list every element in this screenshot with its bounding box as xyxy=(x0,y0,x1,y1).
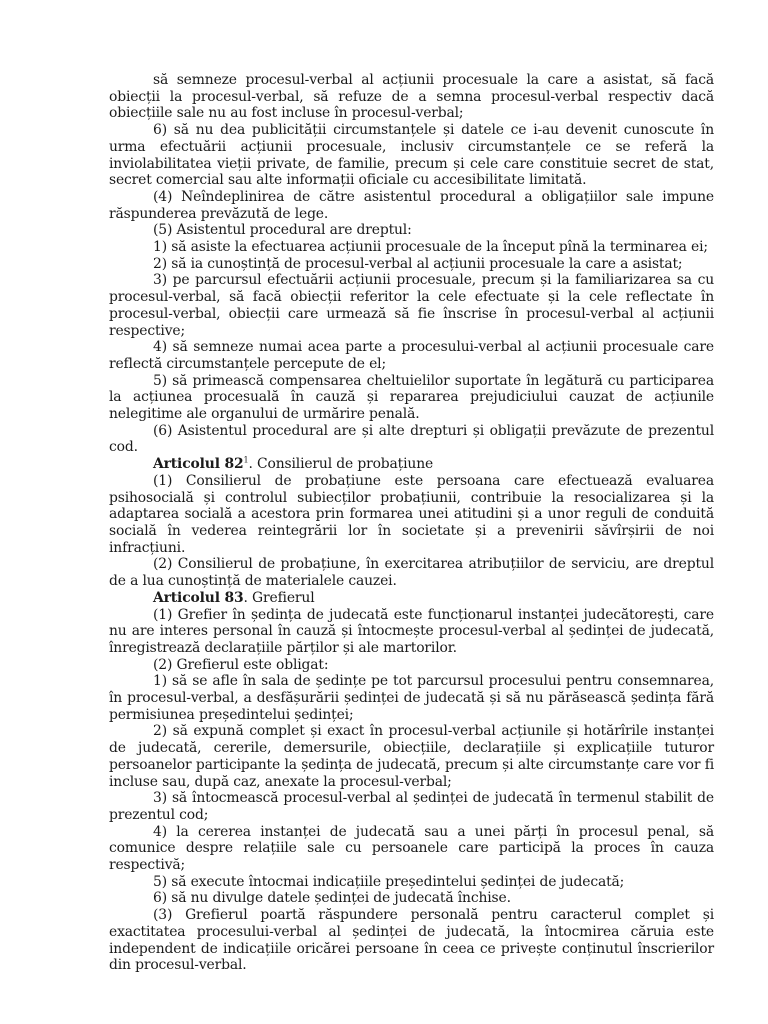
paragraph: să semneze procesul-verbal al acțiunii procesuale la care a asistat, să facă obiecții la procesul-verbal, să refuze de a semna procesul-verbal respectiv dacă obiecțiile sale nu au fost incluse în procesul-verbal; xyxy=(109,72,714,122)
paragraph: (2) Grefierul este obligat: xyxy=(153,656,329,673)
paragraph: 6) să nu divulge datele ședinței de judecată închise. xyxy=(153,890,511,907)
article-title: Articolul 82 xyxy=(153,456,244,473)
document-page xyxy=(109,72,714,974)
article-heading xyxy=(109,456,714,473)
paragraph: (2) Consilierul de probațiune, în exercitarea atribuțiilor de serviciu, are dreptul de a lua cunoștință de materialele cauzei. xyxy=(109,556,714,590)
paragraph: 4) să semneze numai acea parte a procesului-verbal al acțiunii procesuale care reflectă circumstanțele percepute de el; xyxy=(109,339,714,372)
paragraph: (1) Consilierul de probațiune este persoana care efectuează evaluarea psihosocială și controlul subiecților probațiunii, contribuie la resocializarea și la adaptarea socială a acestora prin formarea unei atitudini și a unor reguli de conduită socială în vederea reintegrării lor în societate și a prevenirii săvîrșirii de noi infracțiuni. xyxy=(109,472,714,556)
paragraph: 5) să execute întocmai indicațiile președintelui ședinței de judecată; xyxy=(153,873,625,890)
paragraph: 6) să nu dea publicității circumstanțele și datele ce i-au devenit cunoscute în urma efectuării acțiunii procesuale, inclusiv circumstanțele ce se referă la inviolabilitatea vieții private, de familie, precum și cele care constituie secret de stat, secret comercial sau alte informații oficiale cu accesibilitate limitată. xyxy=(109,122,714,189)
paragraph: (1) Grefier în ședința de judecată este funcționarul instanței judecătorești, care nu are interes personal în cauză și întocmește procesul-verbal al ședinței de judecată, înregistrează declarațiile părților și ale martorilor. xyxy=(109,606,714,656)
paragraph: 1) să asiste la efectuarea acțiunii procesuale de la început pînă la terminarea ei; xyxy=(153,239,708,256)
paragraph: (4) Neîndeplinirea de către asistentul procedural a obligațiilor sale impune răspunderea prevăzută de lege. xyxy=(109,188,714,222)
article-title: Articolul 83 xyxy=(153,589,244,606)
article-subtitle: . Consilierul de probațiune xyxy=(248,456,434,473)
paragraph: 5) să primească compensarea cheltuielilor suportate în legătură cu participarea la acțiunea procesuală în cauză și repararea prejudiciului cauzat de acțiunile nelegitime ale organului de urmărire penală. xyxy=(109,372,714,423)
paragraph: 2) să ia cunoștință de procesul-verbal al acțiunii procesuale la care a asistat; xyxy=(153,255,683,272)
paragraph: 2) să expună complet și exact în procesul-verbal acțiunile și hotărîrile instanței de judecată, cererile, demersurile, obiecțiile, declarațiile și explicațiile tuturor persoanelor participante la ședința de judecată, precum și alte circumstanțe care vor fi incluse sau, după caz, anexate la procesul-verbal; xyxy=(109,723,714,790)
paragraph: (5) Asistentul procedural are dreptul: xyxy=(153,222,412,239)
paragraph: 3) să întocmească procesul-verbal al ședinței de judecată în termenul stabilit de prezentul cod; xyxy=(109,790,714,823)
paragraph: 1) să se afle în sala de ședințe pe tot parcursul procesului pentru consemnarea, în procesul-verbal, a desfășurării ședinței de judecată și să nu părăsească ședința fără permisiunea președintelui ședinței; xyxy=(109,673,714,723)
paragraph: (6) Asistentul procedural are și alte drepturi și obligații prevăzute de prezentul cod. xyxy=(109,422,714,456)
article-subtitle: . Grefierul xyxy=(243,589,315,606)
paragraph: 3) pe parcursul efectuării acțiunii procesuale, precum și la familiarizarea sa cu procesul-verbal, să facă obiecții referitor la cele efectuate și la cele reflectate în procesul-verbal, obiecții care urmează să fie înscrise în procesul-verbal al acțiunii respective; xyxy=(109,272,714,339)
article-superscript: 1 xyxy=(243,455,249,465)
paragraph: (3) Grefierul poartă răspundere personală pentru caracterul complet și exactitatea procesului-verbal al ședinței de judecată, la întocmirea căruia este independent de indicațiile oricărei persoane în ceea ce privește conținutul înscrierilor din procesul-verbal. xyxy=(109,907,714,974)
article-heading xyxy=(109,590,714,607)
paragraph: 4) la cererea instanței de judecată sau a unei părți în procesul penal, să comunice despre relațiile sale cu persoanele care participă la proces în cauza respectivă; xyxy=(109,823,714,874)
